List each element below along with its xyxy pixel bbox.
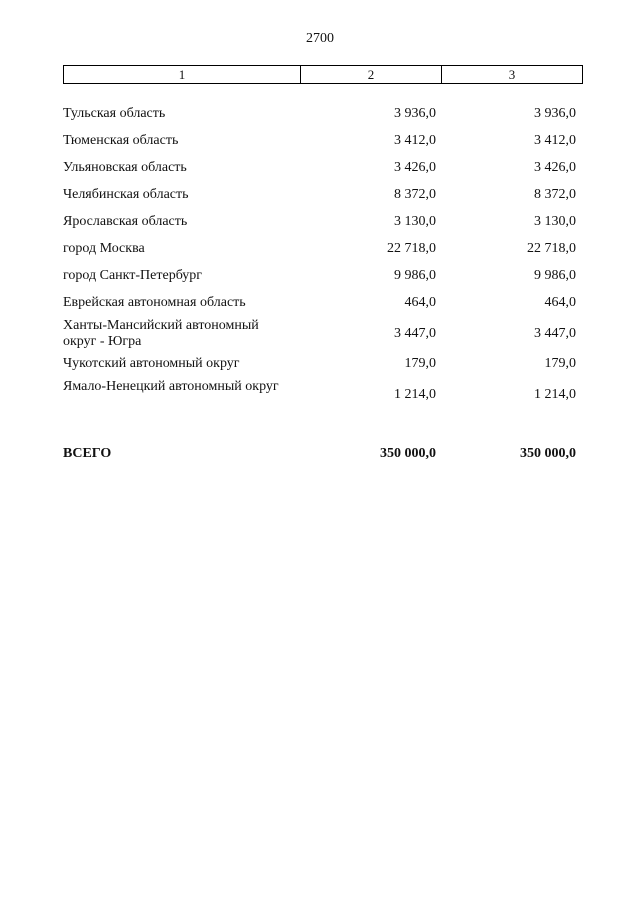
- value-col-3: 9 986,0: [534, 268, 576, 283]
- region-name: Челябинская область: [63, 187, 189, 202]
- region-name: Тульская область: [63, 106, 166, 121]
- region-name: Ханты-Мансийский автономный округ - Югра: [63, 318, 259, 349]
- value-col-3: 3 936,0: [534, 106, 576, 121]
- region-name: город Москва: [63, 241, 145, 256]
- region-name: Ульяновская область: [63, 160, 187, 175]
- value-col-3: 3 130,0: [534, 214, 576, 229]
- total-label: ВСЕГО: [63, 446, 112, 461]
- value-col-3: 1 214,0: [534, 387, 576, 402]
- value-col-2: 179,0: [404, 356, 436, 371]
- value-col-3: 3 412,0: [534, 133, 576, 148]
- total-col-3: 350 000,0: [520, 446, 576, 461]
- value-col-2: 464,0: [404, 295, 436, 310]
- value-col-3: 22 718,0: [527, 241, 576, 256]
- value-col-2: 9 986,0: [394, 268, 436, 283]
- header-col-2: 2: [301, 66, 442, 83]
- header-col-3: 3: [508, 66, 516, 82]
- region-name: город Санкт-Петербург: [63, 268, 203, 283]
- value-col-2: 3 936,0: [394, 106, 436, 121]
- value-col-2: 22 718,0: [387, 241, 436, 256]
- value-col-2: 3 447,0: [394, 326, 436, 341]
- value-col-2: 3 130,0: [394, 214, 436, 229]
- total-col-2: 350 000,0: [380, 446, 436, 461]
- region-name: Ямало-Ненецкий автономный округ: [63, 379, 279, 394]
- value-col-3: 3 447,0: [534, 326, 576, 341]
- value-col-3: 8 372,0: [534, 187, 576, 202]
- value-col-3: 464,0: [544, 295, 576, 310]
- value-col-2: 1 214,0: [394, 387, 436, 402]
- region-name: Тюменская область: [63, 133, 179, 148]
- value-col-3: 3 426,0: [534, 160, 576, 175]
- region-name: Чукотский автономный округ: [63, 356, 240, 371]
- region-name: Ярославская область: [63, 214, 188, 229]
- region-name: Еврейская автономная область: [63, 295, 246, 310]
- value-col-2: 3 412,0: [394, 133, 436, 148]
- value-col-2: 3 426,0: [394, 160, 436, 175]
- page-number: 2700: [306, 31, 334, 46]
- header-col-1: 1: [64, 66, 301, 83]
- value-col-2: 8 372,0: [394, 187, 436, 202]
- value-col-3: 179,0: [544, 356, 576, 371]
- table-header: [63, 65, 583, 84]
